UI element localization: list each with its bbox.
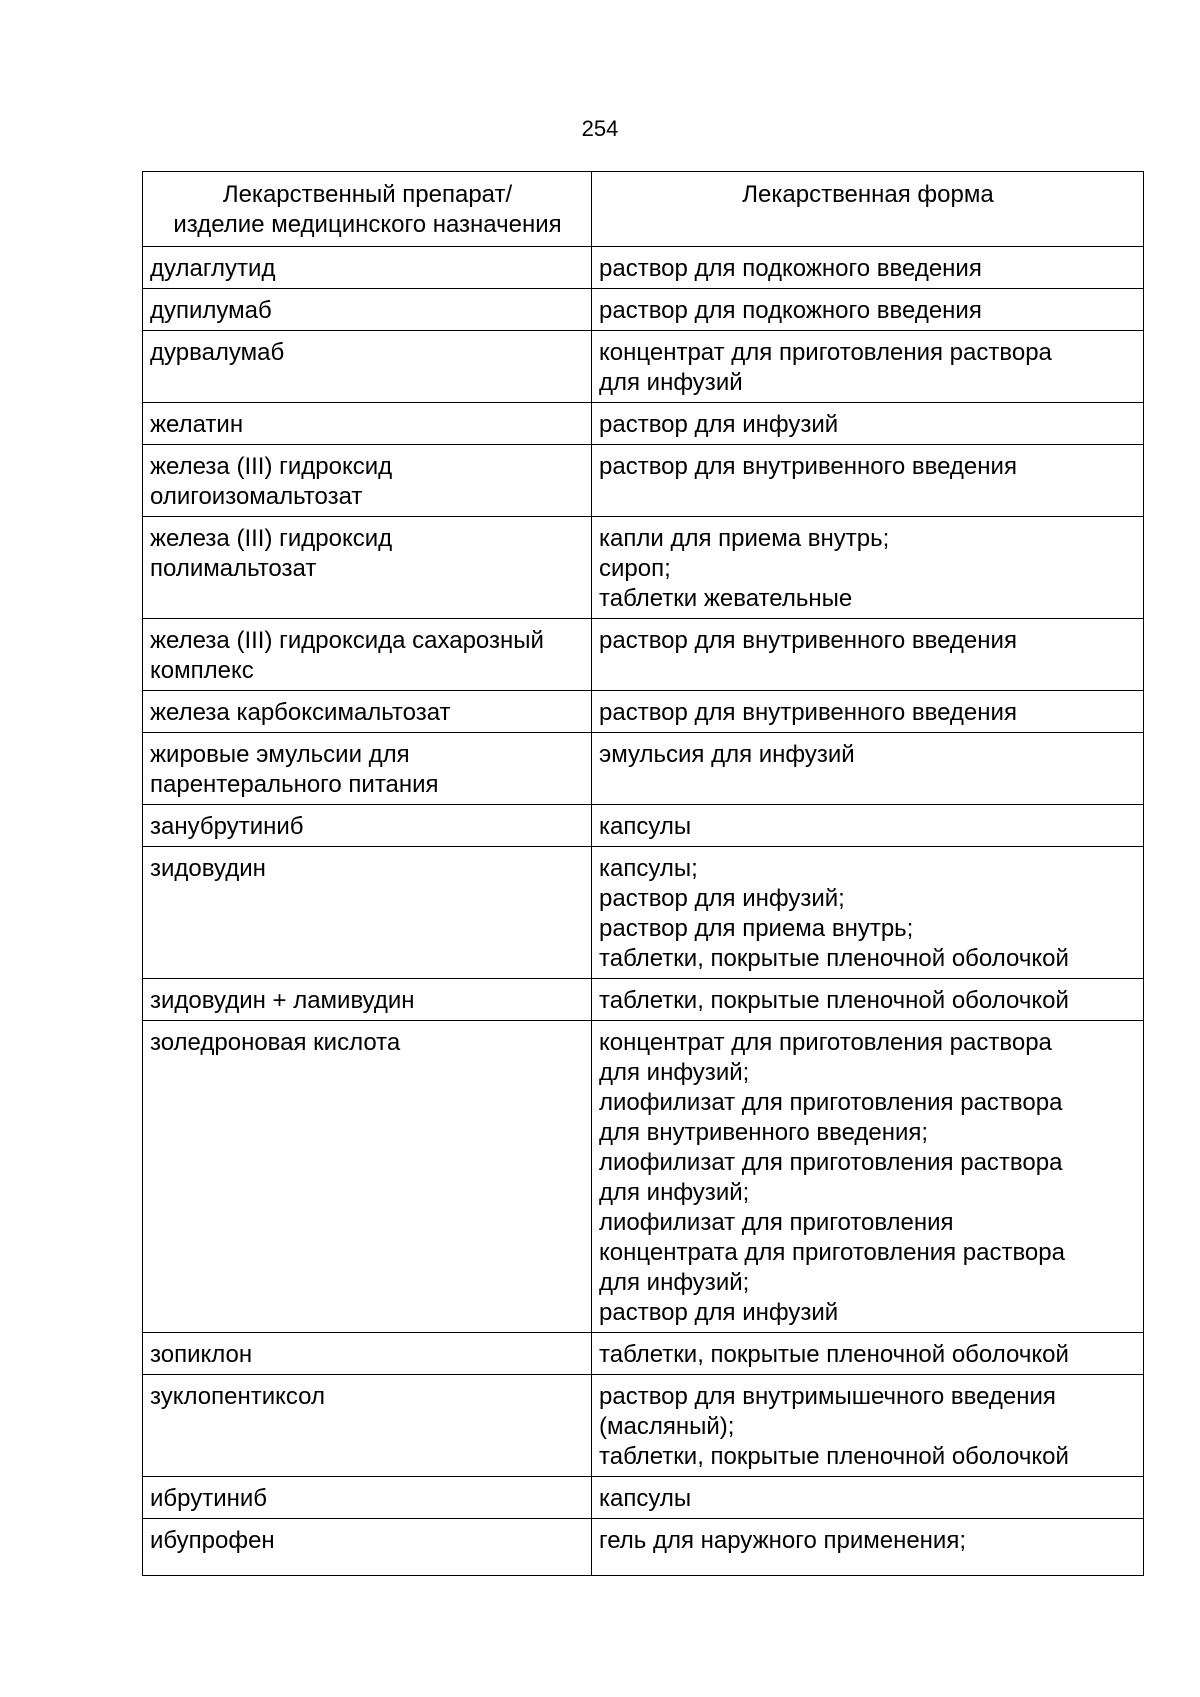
table-row bbox=[143, 847, 1144, 979]
dosage-form-cell: капсулы bbox=[592, 805, 1144, 847]
drug-name-cell: ибупрофен bbox=[143, 1519, 592, 1576]
table-row bbox=[143, 619, 1144, 691]
dosage-form-cell: раствор для инфузий bbox=[592, 403, 1144, 445]
dosage-form-cell: раствор для внутривенного введения bbox=[592, 445, 1144, 517]
drug-name-cell: зуклопентиксол bbox=[143, 1375, 592, 1477]
table-header-row bbox=[143, 172, 1144, 247]
table-row bbox=[143, 1519, 1144, 1576]
drug-name-cell: железа (III) гидроксид полимальтозат bbox=[143, 517, 592, 619]
dosage-form-cell: раствор для подкожного введения bbox=[592, 289, 1144, 331]
table-row bbox=[143, 445, 1144, 517]
dosage-form-cell: таблетки, покрытые пленочной оболочкой bbox=[592, 979, 1144, 1021]
dosage-form-cell: эмульсия для инфузий bbox=[592, 733, 1144, 805]
drug-name-cell: дулаглутид bbox=[143, 247, 592, 289]
dosage-form-cell: капсулы bbox=[592, 1477, 1144, 1519]
drug-name-cell: желатин bbox=[143, 403, 592, 445]
table-row bbox=[143, 517, 1144, 619]
table-row bbox=[143, 289, 1144, 331]
table-row bbox=[143, 733, 1144, 805]
table-row bbox=[143, 805, 1144, 847]
table-row bbox=[143, 1477, 1144, 1519]
drug-name-cell: железа (III) гидроксид олигоизомальтозат bbox=[143, 445, 592, 517]
dosage-form-cell: капсулы; раствор для инфузий; раствор для приема внутрь; таблетки, покрытые пленочной оболочкой bbox=[592, 847, 1144, 979]
table-row bbox=[143, 1333, 1144, 1375]
dosage-form-cell: раствор для внутримышечного введения (масляный); таблетки, покрытые пленочной оболочкой bbox=[592, 1375, 1144, 1477]
drug-name-cell: железа карбоксимальтозат bbox=[143, 691, 592, 733]
dosage-form-cell: раствор для внутривенного введения bbox=[592, 619, 1144, 691]
drug-name-cell: железа (III) гидроксида сахарозный комплекс bbox=[143, 619, 592, 691]
dosage-form-cell: гель для наружного применения; bbox=[592, 1519, 1144, 1576]
drug-name-cell: зидовудин bbox=[143, 847, 592, 979]
header-form: Лекарственная форма bbox=[592, 172, 1144, 247]
table-row bbox=[143, 1375, 1144, 1477]
table-row bbox=[143, 979, 1144, 1021]
drug-name-cell: занубрутиниб bbox=[143, 805, 592, 847]
header-drug: Лекарственный препарат/ изделие медицинского назначения bbox=[143, 172, 592, 247]
drug-name-cell: дурвалумаб bbox=[143, 331, 592, 403]
dosage-form-cell: таблетки, покрытые пленочной оболочкой bbox=[592, 1333, 1144, 1375]
page-number: 254 bbox=[581, 116, 619, 141]
table-row bbox=[143, 247, 1144, 289]
table-row bbox=[143, 331, 1144, 403]
dosage-form-cell: раствор для подкожного введения bbox=[592, 247, 1144, 289]
table-row bbox=[143, 1021, 1144, 1333]
dosage-form-cell: капли для приема внутрь; сироп; таблетки жевательные bbox=[592, 517, 1144, 619]
drug-table bbox=[142, 171, 1144, 1576]
drug-name-cell: дупилумаб bbox=[143, 289, 592, 331]
drug-name-cell: зидовудин + ламивудин bbox=[143, 979, 592, 1021]
drug-name-cell: жировые эмульсии для парентерального питания bbox=[143, 733, 592, 805]
dosage-form-cell: концентрат для приготовления раствора для инфузий; лиофилизат для приготовления раствора для внутривенного введения; лиофилизат для приготовления раствора для инфузий; лиофилизат для приготовления концентрата для приготовления раствора для инфузий; раствор для инфузий bbox=[592, 1021, 1144, 1333]
drug-name-cell: золедроновая кислота bbox=[143, 1021, 592, 1333]
dosage-form-cell: раствор для внутривенного введения bbox=[592, 691, 1144, 733]
dosage-form-cell: концентрат для приготовления раствора для инфузий bbox=[592, 331, 1144, 403]
drug-name-cell: ибрутиниб bbox=[143, 1477, 592, 1519]
table-row bbox=[143, 691, 1144, 733]
table-row bbox=[143, 403, 1144, 445]
drug-name-cell: зопиклон bbox=[143, 1333, 592, 1375]
